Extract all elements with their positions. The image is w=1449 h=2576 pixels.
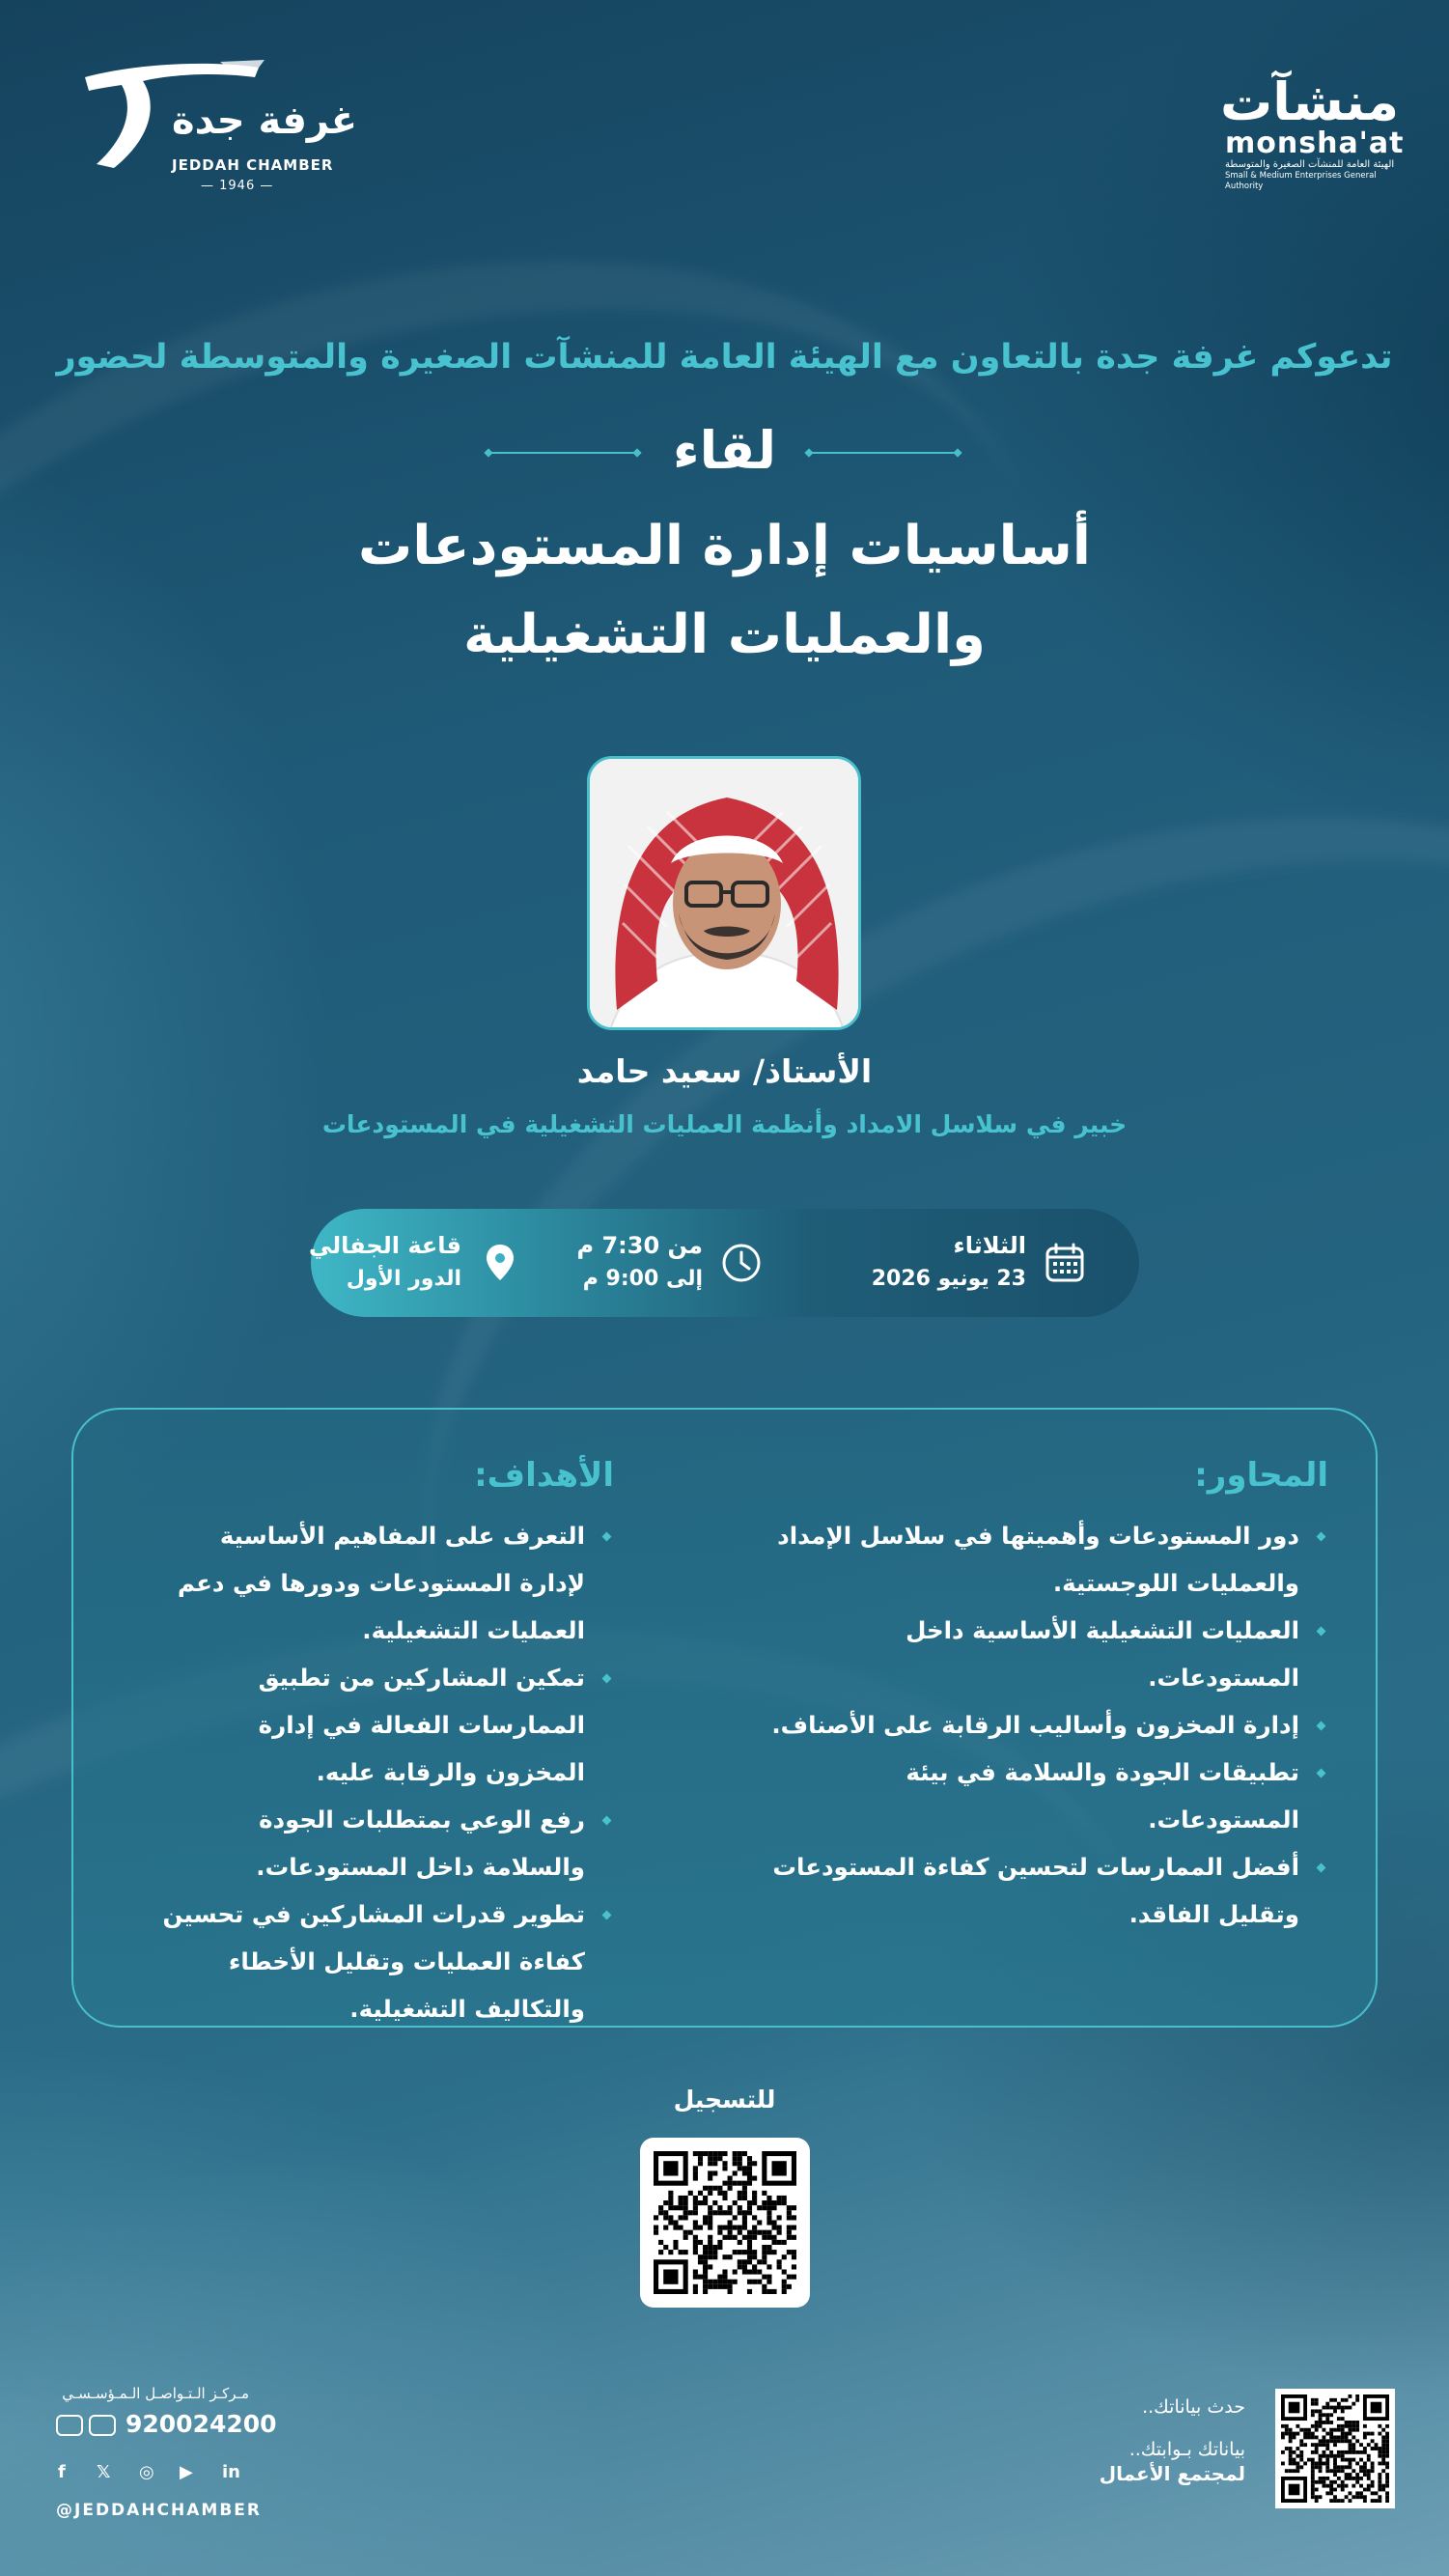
event-time-to: إلى 9:00 م bbox=[582, 1267, 703, 1291]
jeddah-chamber-arabic-name: غرفة جدة bbox=[172, 98, 358, 143]
list-item: التعرف على المفاهيم الأساسية لإدارة المستودعات ودورها في دعم العمليات التشغيلية. bbox=[160, 1512, 614, 1654]
phone-icon bbox=[56, 2415, 83, 2436]
x-icon[interactable]: 𝕏 bbox=[97, 2462, 111, 2482]
event-date bbox=[864, 1228, 1086, 1298]
phone-row bbox=[56, 2410, 277, 2443]
monshaat-latin-name: monsha'at bbox=[1225, 126, 1405, 160]
jeddah-chamber-logo bbox=[75, 60, 358, 205]
data-gateway-label: بياناتك بـوابتك.. bbox=[1129, 2439, 1245, 2460]
event-location bbox=[308, 1228, 521, 1298]
speaker-name: الأستاذ/ سعيد حامد bbox=[576, 1052, 873, 1090]
speaker-role: خبير في سلاسل الامداد وأنظمة العمليات التشغيلية في المستودعات bbox=[321, 1110, 1128, 1138]
contact-footer bbox=[56, 2385, 277, 2520]
list-item: تطبيقات الجودة والسلامة في بيئة المستودعات. bbox=[768, 1749, 1328, 1843]
axes-section bbox=[768, 1456, 1328, 1938]
phone-number[interactable]: 920024200 bbox=[125, 2410, 277, 2438]
goals-section bbox=[160, 1456, 614, 2032]
title-kicker-row bbox=[0, 420, 1449, 488]
event-details-bar bbox=[308, 1209, 1139, 1317]
event-title-line-1: أساسيات إدارة المستودعات bbox=[358, 515, 1091, 577]
monshaat-authority-english: Small & Medium Enterprises General Authority bbox=[1225, 171, 1377, 191]
monshaat-logo bbox=[1220, 71, 1408, 192]
invitation-text: تدعوكم غرفة جدة بالتعاون مع الهيئة العامة للمنشآت الصغيرة والمتوسطة لحضور bbox=[56, 338, 1393, 377]
list-item: العمليات التشغيلية الأساسية داخل المستودعات. bbox=[768, 1607, 1328, 1701]
update-data-label: حدث بياناتك.. bbox=[1142, 2396, 1245, 2418]
contact-center-label: مـركـز الـتـواصـل الـمـؤسـسـي bbox=[62, 2385, 249, 2402]
location-pin-icon bbox=[479, 1242, 521, 1284]
event-title-line-2: والعمليات التشغيلية bbox=[463, 603, 986, 666]
list-item: تمكين المشاركين من تطبيق الممارسات الفعالة في إدارة المخزون والرقابة عليه. bbox=[160, 1654, 614, 1796]
linkedin-icon[interactable]: in bbox=[222, 2462, 240, 2482]
registration-qr-code[interactable] bbox=[640, 2138, 810, 2308]
monshaat-arabic-name: منشآت bbox=[1220, 71, 1399, 132]
list-item: أفضل الممارسات لتحسين كفاءة المستودعات وتقليل الفاقد. bbox=[768, 1843, 1328, 1938]
goals-title: الأهداف: bbox=[474, 1456, 614, 1495]
axes-list bbox=[768, 1512, 1328, 1938]
event-day: الثلاثاء bbox=[953, 1232, 1026, 1259]
event-floor: الدور الأول bbox=[346, 1267, 461, 1291]
agenda-box bbox=[71, 1408, 1378, 2028]
list-item: دور المستودعات وأهميتها في سلاسل الإمداد والعمليات اللوجستية. bbox=[768, 1512, 1328, 1607]
update-data-qr-code[interactable] bbox=[1275, 2389, 1395, 2508]
business-community-label: لمجتمع الأعمال bbox=[1099, 2462, 1245, 2485]
axes-title: المحاور: bbox=[1194, 1456, 1328, 1495]
list-item: تطوير قدرات المشاركين في تحسين كفاءة العمليات وتقليل الأخطاء والتكاليف التشغيلية. bbox=[160, 1890, 614, 2032]
calendar-icon bbox=[1044, 1242, 1086, 1284]
instagram-icon[interactable]: ◎ bbox=[139, 2462, 154, 2482]
event-date-value: 23 يونيو 2026 bbox=[871, 1267, 1026, 1291]
goals-list bbox=[160, 1512, 614, 2032]
jeddah-chamber-english-name: JEDDAH CHAMBER bbox=[172, 156, 334, 174]
qr-code-icon bbox=[1281, 2394, 1389, 2503]
social-handle: @JEDDAHCHAMBER bbox=[56, 2501, 262, 2520]
clock-icon bbox=[720, 1242, 763, 1284]
event-time bbox=[541, 1228, 763, 1298]
data-update-text bbox=[1100, 2396, 1245, 2485]
speaker-portrait-icon bbox=[590, 759, 861, 1030]
registration-label: للتسجيل bbox=[673, 2086, 776, 2114]
whatsapp-icon bbox=[89, 2415, 116, 2436]
list-item: رفع الوعي بمتطلبات الجودة والسلامة داخل المستودعات. bbox=[160, 1796, 614, 1890]
speaker-photo bbox=[587, 756, 861, 1030]
monshaat-authority-arabic: الهيئة العامة للمنشآت الصغيرة والمتوسطة bbox=[1225, 159, 1395, 170]
event-type-label: لقاء bbox=[672, 420, 777, 481]
social-links bbox=[56, 2462, 268, 2485]
event-time-from: من 7:30 م bbox=[576, 1232, 703, 1259]
data-update-footer bbox=[1009, 2389, 1395, 2514]
decorative-line bbox=[811, 452, 956, 454]
youtube-icon[interactable]: ▶ bbox=[180, 2462, 193, 2482]
facebook-icon[interactable]: f bbox=[58, 2462, 66, 2482]
list-item: إدارة المخزون وأساليب الرقابة على الأصناف. bbox=[768, 1701, 1328, 1749]
qr-code-icon bbox=[654, 2151, 796, 2294]
event-hall: قاعة الجفالي bbox=[308, 1232, 461, 1259]
event-title bbox=[0, 502, 1449, 680]
jeddah-chamber-founding-year: — 1946 — bbox=[201, 179, 274, 193]
